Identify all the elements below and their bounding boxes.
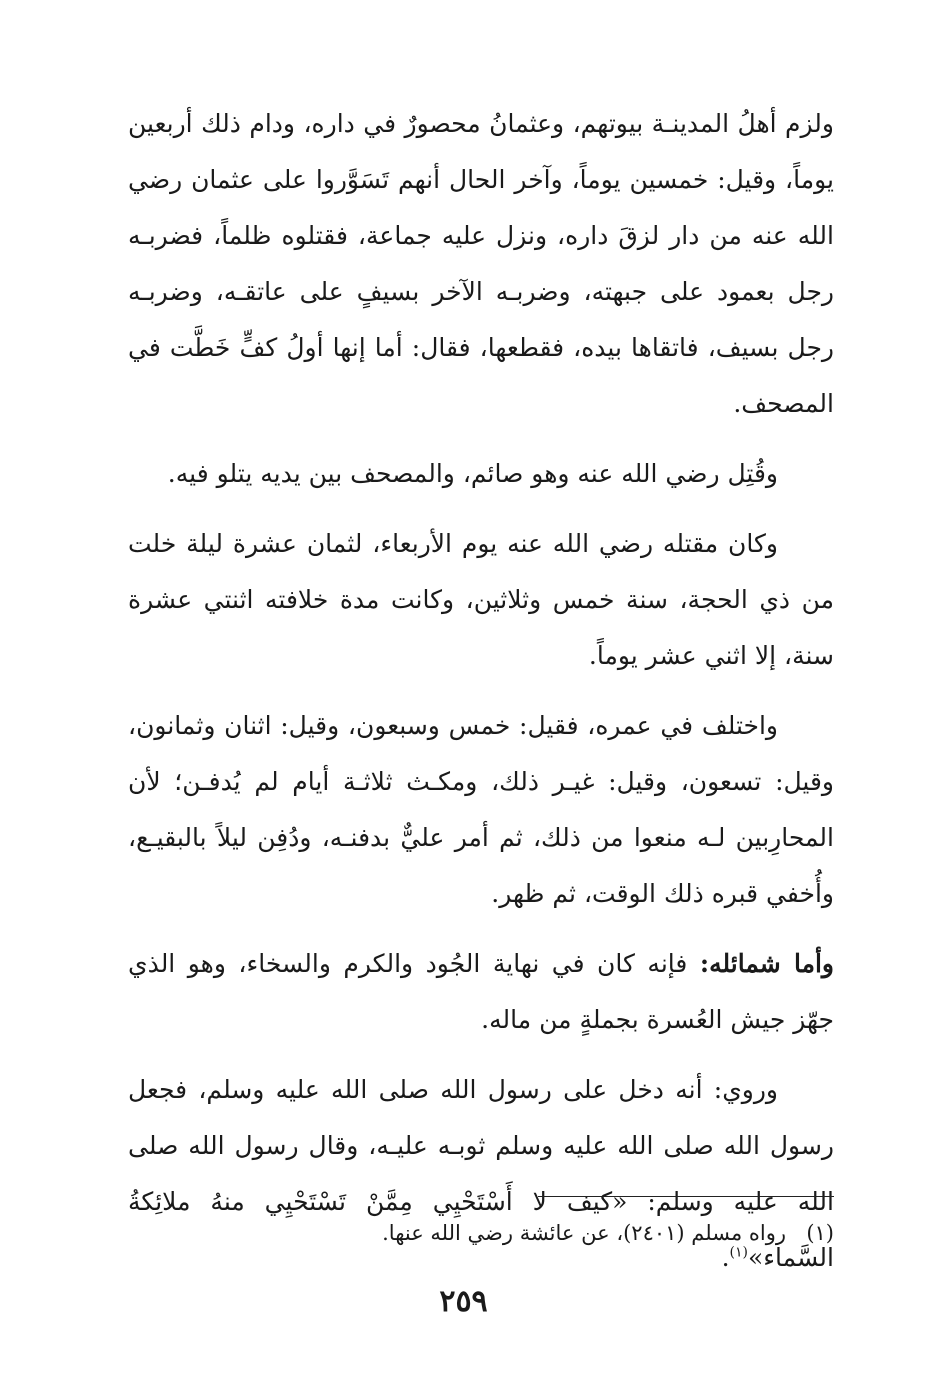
footnote-text: رواه مسلم (٢٤٠١)، عن عائشة رضي الله عنها. [382,1221,786,1245]
footnote-divider [538,1196,834,1197]
paragraph-5-text: فإنه كان في نهاية الجُود والكرم والسخاء، وهو الذي جهّز جيش العُسرة بجملةٍ من ماله. [128,949,834,1034]
page-body [128,96,834,1300]
paragraph-1: ولزم أهلُ المدينـة بيوتهم، وعثمانُ محصورٌ في داره، ودام ذلك أربعين يوماً، وقيل: خمسين يوماً، وآخر الحال أنهم تَسَوَّروا على عثمان رضي الله عنه من دار لزقَ داره، ونزل عليه جماعة، فقتلوه ظلماً، فضربـه رجل بعمود على جبهته، وضربـه الآخر بسيفٍ على عاتقـه، وضربـه رجل بسيف، فاتقاها بيده، فقطعها، فقال: أما إنها أولُ كفٍّ خَطَّت في المصحف. [128,109,834,418]
footnote-number: (١) [806,1221,834,1245]
paragraph-6-text: وروي: أنه دخل على رسول الله صلى الله عليه وسلم، فجعل رسول الله صلى الله عليه وسلم ثوبـه عليـه، وقال رسول الله صلى الله عليه وسلم: «كيف لا أَسْتَحْيِي مِمَّنْ تَسْتَحْيِي منهُ ملائِكةُ السَّماء» [128,1075,834,1272]
footnote [128,1213,834,1253]
paragraph-2: وقُتِل رضي الله عنه وهو صائم، والمصحف بين يديه يتلو فيه. [167,459,778,488]
paragraph-3: وكان مقتله رضي الله عنه يوم الأربعاء، لثمان عشرة ليلة خلت من ذي الحجة، سنة خمس وثلاثين، وكانت مدة خلافته اثنتي عشرة سنة، إلا اثني عشر يوماً. [128,529,834,670]
page-number: ٢٥٩ [439,1284,488,1319]
paragraph-6-tail: . [721,1243,730,1272]
footnote-reference[interactable]: (١) [729,1244,748,1261]
paragraph-5-lead: وأما شمائله: [699,949,834,978]
paragraph-5 [128,936,834,1048]
paragraph-4: واختلف في عمره، فقيل: خمس وسبعون، وقيل: اثنان وثمانون، وقيل: تسعون، وقيل: غيـر ذلك، ومكـث ثلاثـة أيام لم يُدفـن؛ لأن المحارِبين لـه منعوا من ذلك، ثم أمر عليٌّ بدفنـه، ودُفِن ليلاً بالبقيـع، وأُخفي قبره ذلك الوقت، ثم ظهر. [128,711,834,908]
